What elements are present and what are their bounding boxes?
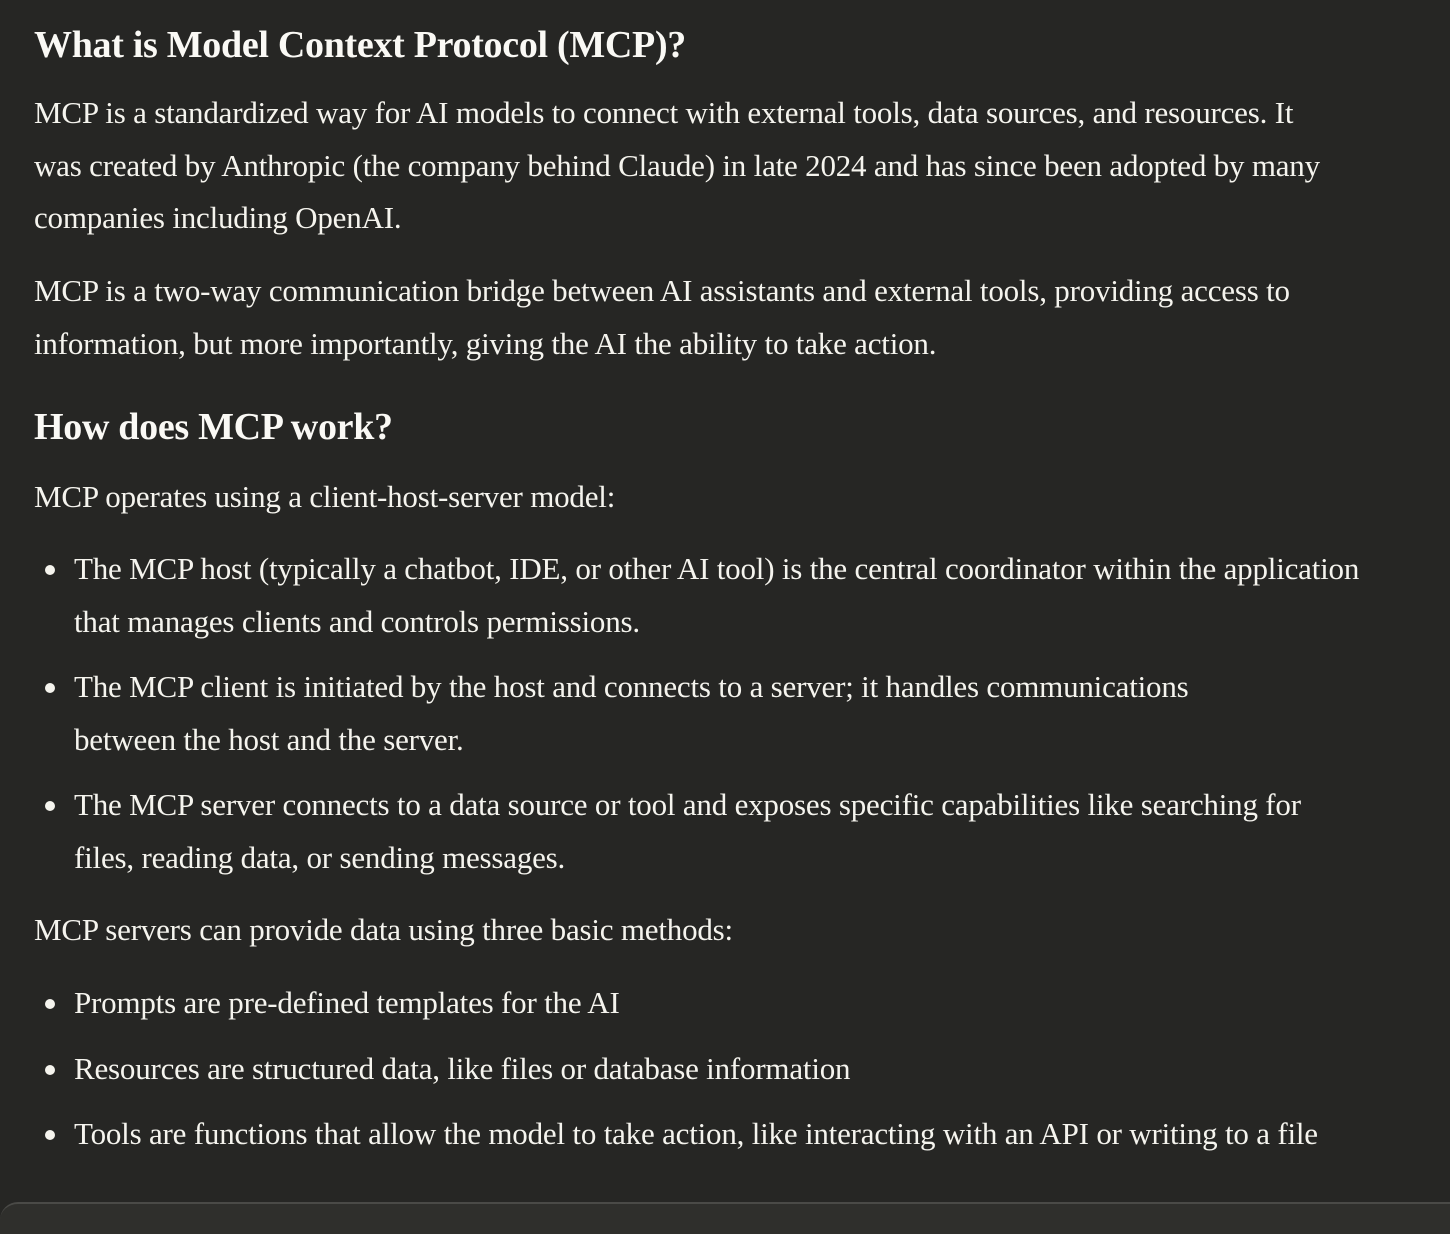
paragraph-text: MCP is a two-way communication bridge between AI assistants and external tools, providing access to information, but more importantly, giving the AI the ability to take action. bbox=[34, 273, 1290, 361]
paragraph-mcp-bridge bbox=[34, 265, 1394, 370]
bullet-icon bbox=[45, 1130, 55, 1140]
paragraph-mcp-definition bbox=[34, 87, 1394, 245]
bullet-icon bbox=[45, 999, 55, 1009]
list-item-text: The MCP server connects to a data source or tool and exposes specific capabilities like searching for files, reading data, or sending messages. bbox=[74, 787, 1301, 875]
heading-what-is-mcp: What is Model Context Protocol (MCP)? bbox=[34, 24, 687, 66]
list-item-text: The MCP host (typically a chatbot, IDE, or other AI tool) is the central coordinator within the application that manages clients and controls permissions. bbox=[74, 551, 1360, 639]
list-item-text: Tools are functions that allow the model to take action, like interacting with an API or writing to a file bbox=[74, 1116, 1318, 1151]
paragraph-text: MCP operates using a client-host-server model: bbox=[34, 479, 616, 514]
list-item-server bbox=[34, 779, 1364, 884]
list-item-text: Prompts are pre-defined templates for the AI bbox=[74, 985, 620, 1020]
methods-list bbox=[34, 977, 1334, 1161]
list-item-text: Resources are structured data, like files or database information bbox=[74, 1050, 851, 1086]
message-composer[interactable] bbox=[0, 1202, 1450, 1234]
list-item-prompts bbox=[34, 977, 1334, 1030]
paragraph-text: MCP is a standardized way for AI models to connect with external tools, data sources, and resources. It was created by Anthropic (the company behind Claude) in late 2024 and has since been adopted by many companies including OpenAI. bbox=[34, 95, 1320, 235]
paragraph-text: MCP servers can provide data using three basic methods: bbox=[34, 912, 733, 947]
roles-list bbox=[34, 543, 1364, 884]
bullet-icon bbox=[45, 1065, 55, 1075]
list-item-resources bbox=[34, 1043, 1334, 1096]
list-item-client bbox=[34, 661, 1214, 766]
paragraph-model-intro bbox=[34, 471, 1394, 524]
bullet-icon bbox=[45, 801, 55, 811]
bullet-icon bbox=[45, 565, 55, 575]
bullet-icon bbox=[45, 683, 55, 693]
list-item-text: The MCP client is initiated by the host and connects to a server; it handles communications between the host and the server. bbox=[74, 669, 1189, 757]
paragraph-methods-intro bbox=[34, 904, 1394, 957]
list-item-tools bbox=[34, 1108, 1334, 1161]
list-item-host bbox=[34, 543, 1364, 648]
heading-how-does-mcp-work: How does MCP work? bbox=[34, 406, 393, 448]
